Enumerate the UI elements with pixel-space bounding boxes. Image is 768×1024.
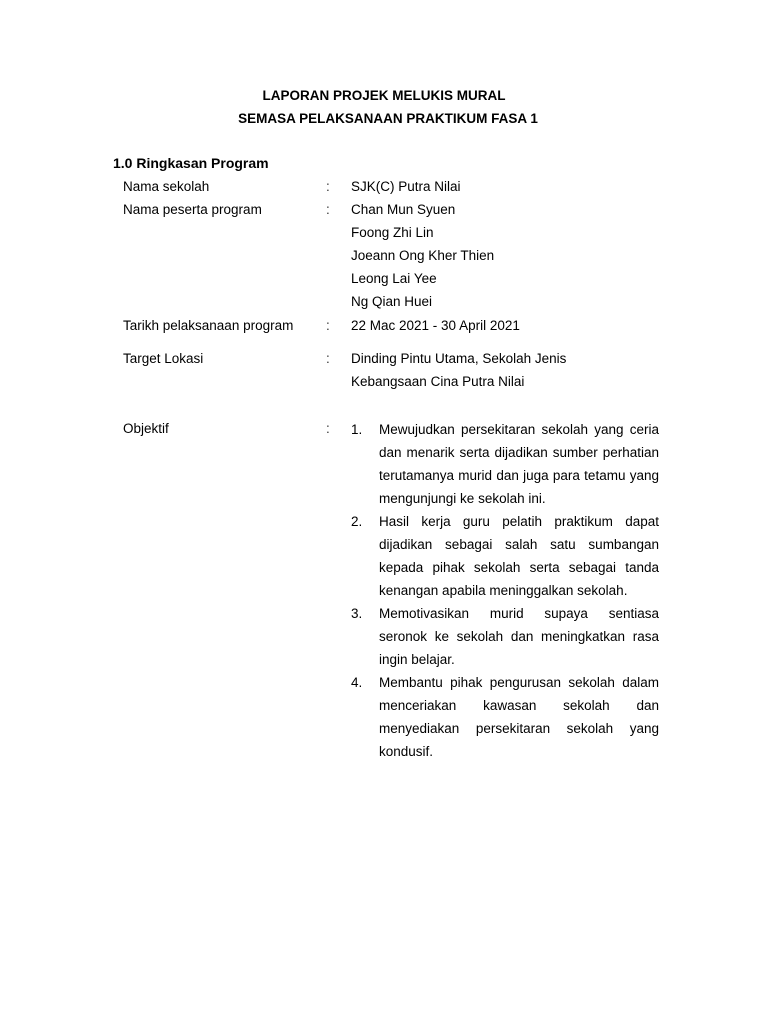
date-value: 22 Mac 2021 - 30 April 2021 [351,318,520,333]
participants-label: Nama peserta program [123,202,262,217]
participant-name: Joeann Ong Kher Thien [351,248,495,263]
location-value-line1: Dinding Pintu Utama, Sekolah Jenis [351,351,567,366]
objective-text: Memotivasikan murid supaya sentiasa seronok ke sekolah dan meningkatkan rasa ingin belajar. [379,606,659,667]
objectives-list [351,418,659,763]
participants-row [0,202,768,222]
objective-item [351,510,659,602]
location-label: Target Lokasi [123,351,204,366]
objective-number: 4. [351,675,363,690]
separator: : [326,351,330,366]
date-label: Tarikh pelaksanaan program [123,318,294,333]
objective-number: 1. [351,422,363,437]
date-row [0,318,768,338]
objectives-label: Objektif [123,421,169,436]
separator: : [326,318,330,333]
objective-number: 3. [351,606,363,621]
objective-text: Membantu pihak pengurusan sekolah dalam menceriakan kawasan sekolah dan menyediakan persekitaran sekolah yang kondusif. [379,675,659,759]
participant-name: Ng Qian Huei [351,294,433,309]
objective-text: Hasil kerja guru pelatih praktikum dapat dijadikan sebagai salah satu sumbangan kepada pihak sekolah serta sebagai tanda kenangan apabila meninggalkan sekolah. [379,514,659,598]
separator: : [326,202,330,217]
document-subtitle: SEMASA PELAKSANAAN PRAKTIKUM FASA 1 [238,111,538,126]
objective-item [351,671,659,763]
participant-name: Leong Lai Yee [351,271,437,286]
participant-name: Chan Mun Syuen [351,202,456,217]
separator: : [326,421,330,436]
document-title: LAPORAN PROJEK MELUKIS MURAL [262,88,506,103]
objective-number: 2. [351,514,363,529]
location-row [0,351,768,371]
participant-name: Foong Zhi Lin [351,225,434,240]
section-heading: 1.0 Ringkasan Program [113,155,269,171]
school-label: Nama sekolah [123,179,210,194]
location-value-line2: Kebangsaan Cina Putra Nilai [351,374,525,389]
separator: : [326,179,330,194]
school-row [0,179,768,199]
objective-text: Mewujudkan persekitaran sekolah yang ceria dan menarik serta dijadikan sumber perhatian terutamanya murid dan juga para tetamu yang mengunjungi ke sekolah ini. [379,422,659,506]
objective-item [351,418,659,510]
objective-item [351,602,659,671]
school-value: SJK(C) Putra Nilai [351,179,461,194]
